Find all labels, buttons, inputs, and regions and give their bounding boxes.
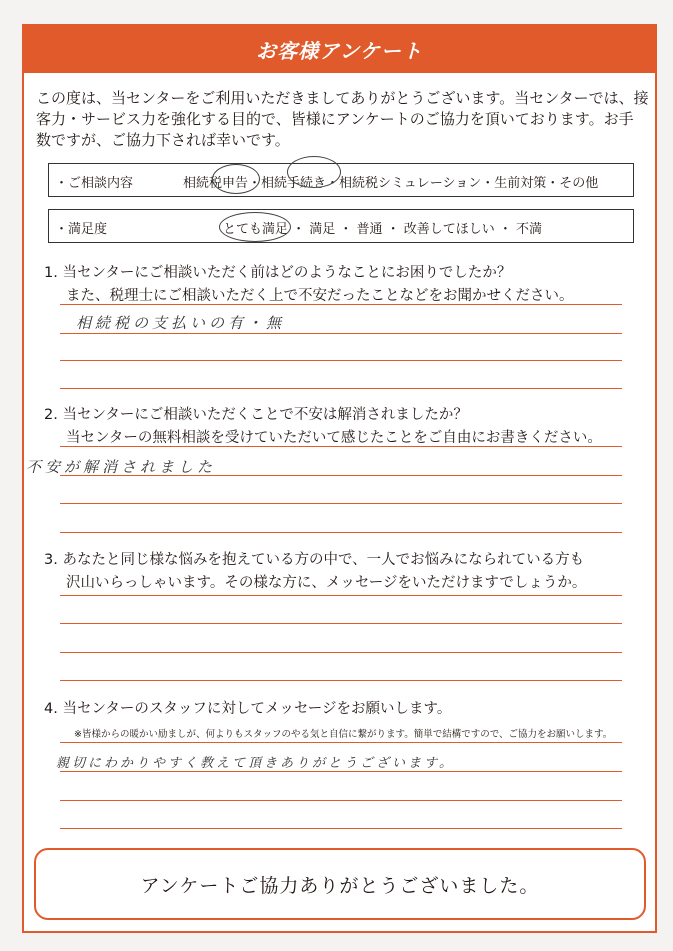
question-4-note: ※皆様からの暖かい励ましが、何よりもスタッフのやる気と自信に繋がります。簡単で結構ですので、ご協力をお願いします。	[74, 729, 613, 740]
answer-line	[60, 800, 622, 801]
question-text: 4. 当センターのスタッフに対してメッセージをお願いします。	[44, 701, 452, 717]
answer-line	[60, 446, 622, 447]
consult-label: ・ご相談内容	[55, 176, 134, 191]
answer-line	[60, 623, 622, 624]
satisfaction-box	[48, 209, 634, 243]
answer-line	[60, 333, 622, 334]
circle-mark-very-satisfied	[219, 212, 291, 242]
question-text: 1. 当センターにご相談いただく前はどのようなことにお困りでしたか？	[44, 265, 512, 281]
circle-mark-procedure	[287, 156, 341, 188]
answer-line	[60, 304, 622, 305]
consult-content-box	[48, 163, 634, 197]
satisfaction-label: ・満足度	[55, 222, 108, 237]
handwritten-answer-4: 親切にわかりやすく教えて頂きありがとうございます。	[56, 756, 455, 771]
answer-line	[60, 680, 622, 681]
question-4	[44, 698, 451, 721]
answer-line	[60, 388, 622, 389]
answer-line	[60, 503, 622, 504]
intro-line: 客力・サービス力を強化する目的で、皆様にアンケートのご協力を頂いております。お手	[36, 110, 634, 128]
thanks-box	[34, 848, 646, 920]
handwritten-answer-1: 相続税の支払いの有・無	[76, 314, 286, 332]
question-1	[44, 262, 574, 308]
survey-sheet	[22, 24, 657, 933]
question-text: また、税理士にご相談いただく上で不安だったことなどをお聞かせください。	[66, 288, 574, 304]
answer-line	[60, 532, 622, 533]
question-text: 2. 当センターにご相談いただくことで不安は解消されましたか？	[44, 407, 468, 423]
answer-line	[60, 742, 622, 743]
intro-line: この度は、当センターをご利用いただきましてありがとうございます。当センターでは、接	[36, 89, 649, 107]
answer-line	[60, 595, 622, 596]
answer-line	[60, 771, 622, 772]
question-text: 3. あなたと同じ様な悩みを抱えている方の中で、一人でお悩みになられている方も	[44, 552, 585, 568]
answer-line	[60, 475, 622, 476]
consult-options: 相続税申告・相続手続き・相続税シミュレーション・生前対策・その他	[183, 176, 599, 191]
handwritten-answer-2: 不安が解消されました	[26, 458, 217, 476]
answer-line	[60, 360, 622, 361]
thanks-message: アンケートご協力ありがとうございました。	[140, 874, 540, 897]
page-title: お客様アンケート	[24, 26, 655, 73]
question-3	[44, 549, 586, 595]
satisfaction-options: とても満足 ・ 満足 ・ 普通 ・ 改善してほしい ・ 不満	[223, 222, 543, 237]
circle-mark-tax-return	[212, 164, 260, 194]
answer-line	[60, 652, 622, 653]
question-2	[44, 404, 602, 450]
intro-line: 数ですが、ご協力下されば幸いです。	[36, 131, 290, 149]
question-text: 当センターの無料相談を受けていただいて感じたことをご自由にお書きください。	[66, 430, 602, 446]
answer-line	[60, 828, 622, 829]
question-text: 沢山いらっしゃいます。その様な方に、メッセージをいただけますでしょうか。	[66, 575, 587, 591]
intro-text	[36, 88, 649, 151]
